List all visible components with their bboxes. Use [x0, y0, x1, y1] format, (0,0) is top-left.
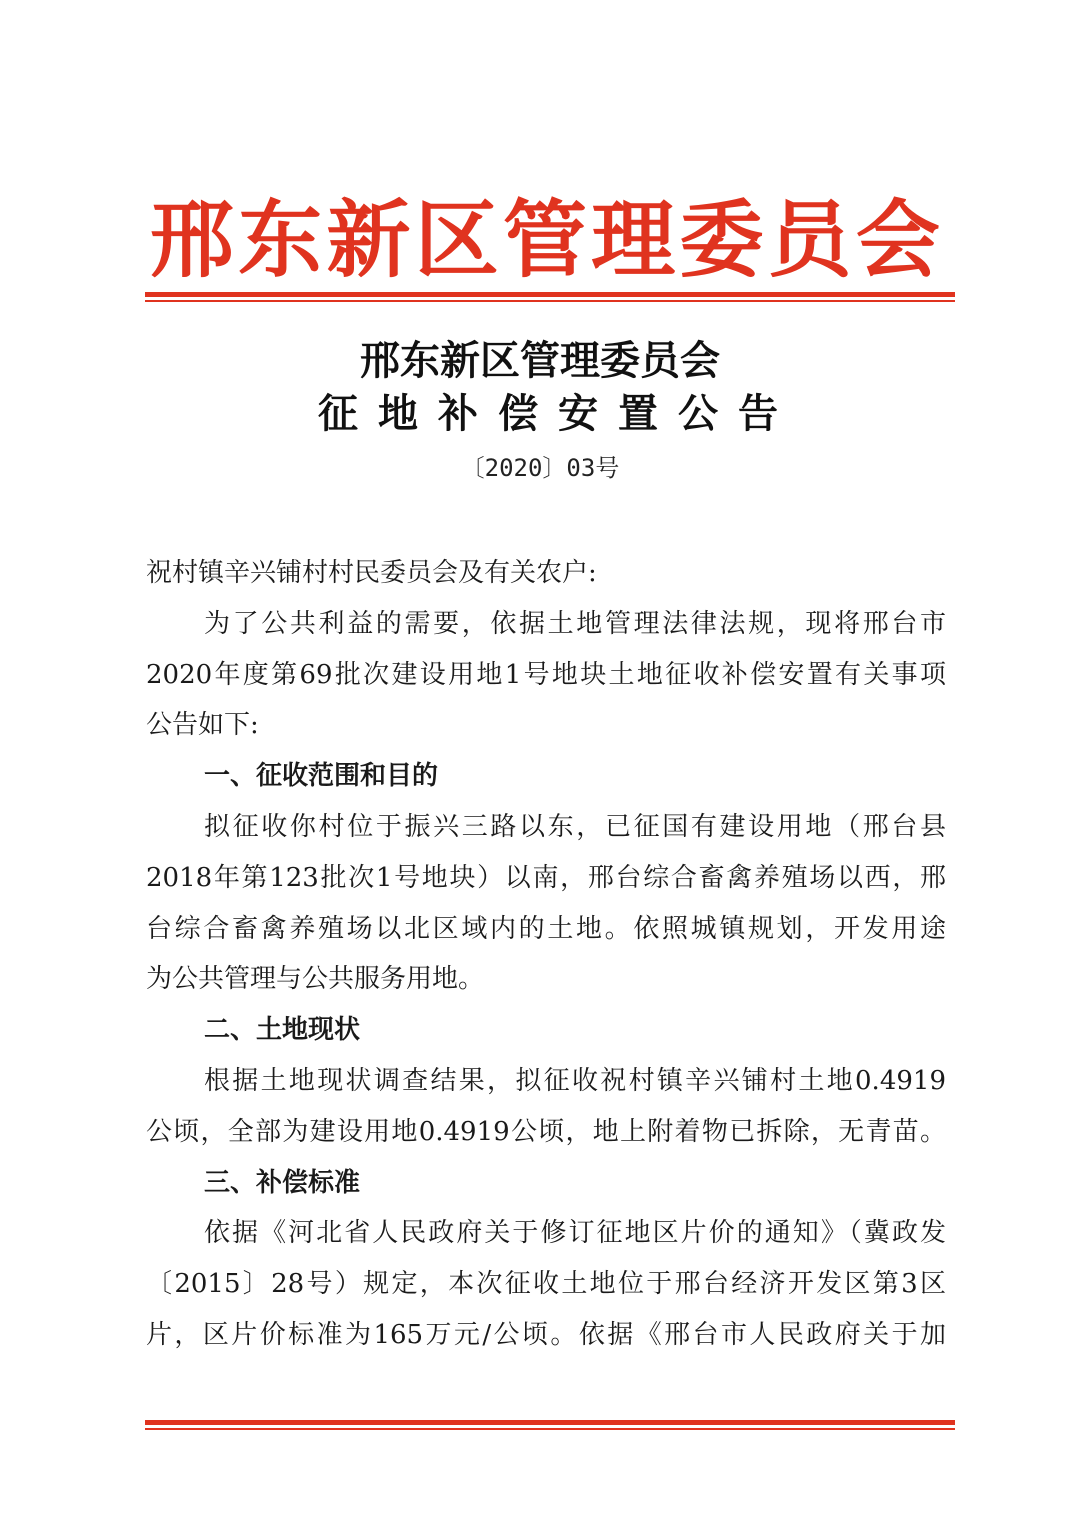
notice-title-subject [318, 386, 778, 442]
masthead-rule [145, 292, 955, 297]
title-char: 补 [438, 390, 478, 437]
paragraph-line: 〔2015〕28号）规定，本次征收土地位于邢台经济开发区第3区 [146, 1269, 946, 1300]
document-number: 〔2020〕03号 [460, 454, 620, 482]
footer-rule-thin [145, 1428, 955, 1430]
title-char: 地 [378, 390, 418, 437]
paragraph-line: 片，区片价标准为165万元/公顷。依据《邢台市人民政府关于加 [146, 1319, 946, 1350]
masthead-char: 邢 [150, 190, 235, 289]
section-heading: 三、补偿标准 [204, 1167, 361, 1198]
title-char: 告 [738, 390, 778, 437]
section-heading: 二、土地现状 [204, 1015, 361, 1046]
paragraph-line: 依据《河北省人民政府关于修订征地区片价的通知》（冀政发 [204, 1218, 946, 1249]
masthead [150, 190, 940, 290]
paragraph-line: 台综合畜禽养殖场以北区域内的土地。依照城镇规划，开发用途 [146, 913, 946, 944]
masthead-char: 管 [502, 190, 587, 289]
paragraph-line: 根据土地现状调查结果，拟征收祝村镇辛兴铺村土地0.4919 [204, 1065, 946, 1096]
title-char: 征 [318, 390, 358, 437]
paragraph-line: 2018年第123批次1号地块）以南，邢台综合畜禽养殖场以西，邢 [146, 862, 946, 893]
paragraph-line: 为公共管理与公共服务用地。 [146, 964, 485, 995]
paragraph-line: 公告如下: [146, 710, 259, 741]
title-char: 置 [618, 390, 658, 437]
masthead-rule-thin [145, 300, 955, 302]
notice-body [146, 548, 946, 1361]
masthead-char: 委 [679, 190, 764, 289]
paragraph-line: 公顷，全部为建设用地0.4919公顷，地上附着物已拆除，无青苗。 [146, 1116, 946, 1147]
paragraph-line: 拟征收你村位于振兴三路以东，已征国有建设用地（邢台县 [204, 811, 946, 842]
notice-title-issuer: 邢东新区管理委员会 [360, 337, 720, 384]
masthead-char: 东 [238, 190, 323, 289]
footer-rule [145, 1420, 955, 1425]
title-char: 公 [678, 390, 718, 437]
masthead-char: 新 [326, 190, 411, 289]
title-char: 偿 [498, 390, 538, 437]
paragraph-line: 2020年度第69批次建设用地1号地块土地征收补偿安置有关事项 [146, 659, 946, 690]
addressee: 祝村镇辛兴铺村村民委员会及有关农户: [146, 558, 597, 588]
title-char: 安 [558, 390, 598, 437]
masthead-char: 会 [855, 190, 940, 289]
masthead-char: 区 [414, 190, 499, 289]
masthead-char: 理 [591, 190, 676, 289]
paragraph-line: 为了公共利益的需要，依据土地管理法律法规，现将邢台市 [204, 608, 946, 639]
masthead-char: 员 [767, 190, 852, 289]
section-heading: 一、征收范围和目的 [204, 761, 439, 792]
